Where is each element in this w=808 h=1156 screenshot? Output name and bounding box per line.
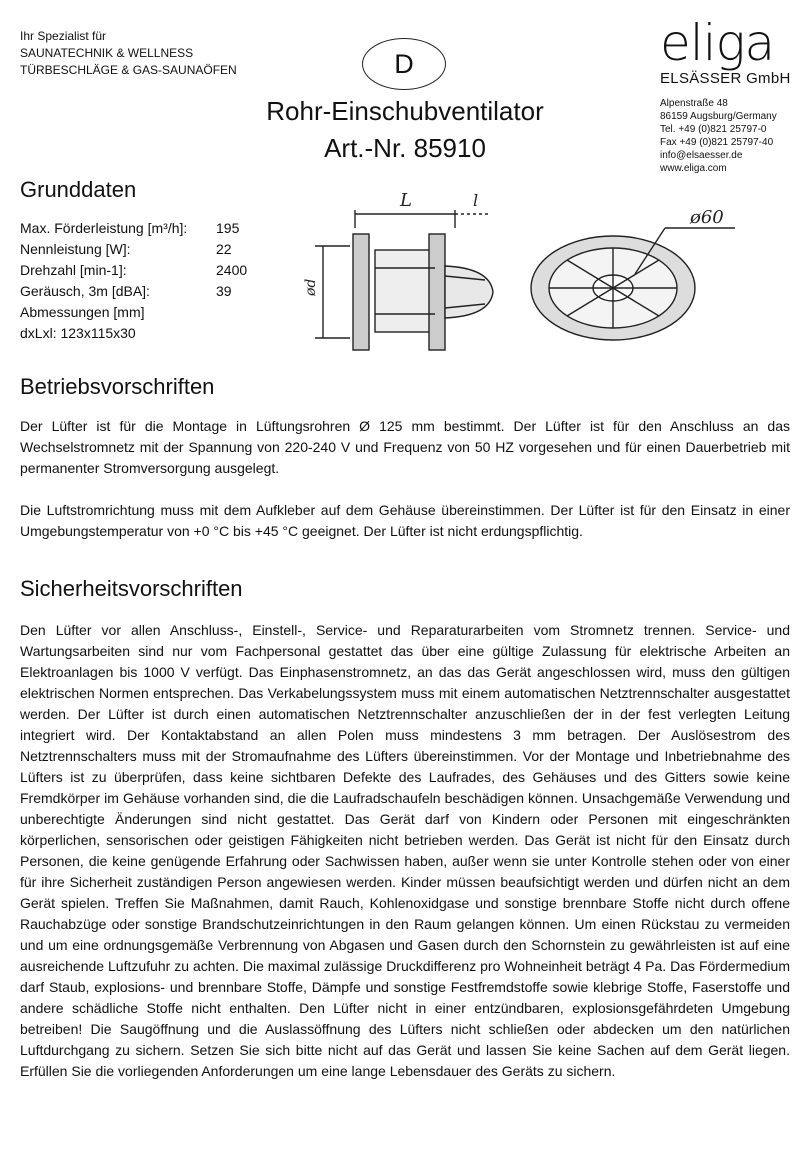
address-line: Fax +49 (0)821 25797-40 (660, 137, 774, 148)
spec-label: dxLxl: 123x115x30 (20, 325, 136, 341)
specialist-line: SAUNATECHNIK & WELLNESS (20, 46, 194, 60)
spec-row (20, 302, 247, 323)
specialist-line: TÜRBESCHLÄGE & GAS-SAUNAÖFEN (20, 63, 237, 77)
spec-label: Drehzahl [min-1]: (20, 262, 127, 278)
spec-value: 2400 (216, 262, 248, 278)
language-badge (362, 38, 446, 90)
fan-flange-left (353, 234, 369, 350)
document-title: Rohr-Einschubventilator (266, 96, 544, 126)
spec-row (20, 281, 247, 302)
betrieb-paragraph: Die Luftstromrichtung muss mit dem Aufkleber auf dem Gehäuse übereinstimmen. Der Lüfter ist für den Einsatz in einer Umgebungstemperatur von +0 °C bis +45 °C geeignet. Der Lüfter ist nicht erdungspflichtig. (20, 502, 790, 539)
fan-flange-right (429, 234, 445, 350)
spec-table (20, 218, 247, 344)
section-heading-betrieb: Betriebsvorschriften (20, 374, 215, 399)
company-logo (660, 14, 795, 175)
section-heading-sicherheit: Sicherheitsvorschriften (20, 576, 243, 601)
spec-label: Geräusch, 3m [dBA]: (20, 283, 150, 299)
label-L: L (400, 190, 412, 211)
spec-row (20, 323, 247, 344)
section-heading-grunddaten: Grunddaten (20, 177, 137, 202)
spec-value: 22 (216, 241, 232, 257)
article-number: Art.-Nr. 85910 (324, 133, 486, 163)
logo-wordmark: eliga (660, 14, 775, 72)
spec-label: Abmessungen [mm] (20, 304, 145, 320)
address-line: 86159 Augsburg/Germany (660, 111, 777, 122)
fan-motor-dome (445, 266, 493, 318)
address-line: www.eliga.com (660, 163, 727, 174)
label-d: ød (303, 278, 319, 296)
address-line: Tel. +49 (0)821 25797-0 (660, 124, 767, 135)
company-address (660, 97, 795, 175)
spec-row (20, 218, 247, 239)
spec-row (20, 260, 247, 281)
spec-label: Max. Förderleistung [m³/h]: (20, 220, 188, 236)
address-line: info@elsaesser.de (660, 150, 743, 161)
fan-housing (375, 250, 435, 332)
specialist-tagline (20, 28, 237, 79)
sicherheit-paragraph: Den Lüfter vor allen Anschluss-, Einstell-, Service- und Reparaturarbeiten vom Stromnetz trennen. Service- und Wartungsarbeiten sind nur vom Fachpersonal gestattet das über eine gültige Zulassung für elektrische Arbeiten an Elektroanlagen bis 1000 V verfügt. Das Einphasenstromnetz, an das das Gerät angeschlossen wird, muss den gültigen elektrischen Normen entsprechen. Das Verkabelungssystem muss mit einem automatischen Netztrennschalter ausgestattet werden. Der Lüfter ist durch einen automatischen Netztrennschalter anzuschließen der in der fest verlegten Leitung integriert wird. Der Kontaktabstand an allen Polen muss mindestens 3 mm betragen. Der Auslösestrom des Netztrennschalters muss mit der Stromaufnahme des Lüfters übereinstimmen. Vor der Montage und Inbetriebnahme des Lüfters ist zu überprüfen, dass keine sichtbaren Defekte des Laufrades, des Gehäuses und des Gitters sowie keine Fremdkörper im Gehäuse vorhanden sind, die die Laufradschaufeln beschädigen können. Unsachgemäße Verwendung und unberechtigte Änderungen sind nicht gestattet. Das Gerät darf von Kindern oder Personen mit eingeschränkten körperlichen, sensorischen oder geistigen Fähigkeiten nicht betrieben werden. Das Gerät ist nicht für den Einsatz durch Personen, die keine genügende Erfahrung oder Sachwissen haben, außer wenn sie unter Kontrolle stehen oder von einer für ihre Sicherheit zuständigen Person angewiesen werden. Kinder müssen beaufsichtigt werden und dürfen nicht an dem Gerät spielen. Treffen Sie Maßnahmen, damit Rauch, Kohlenoxidgase und sonstige brennbare Stoffe nicht durch offene Rauchabzüge oder sonstige Brandschutzeinrichtungen in den Raum gelangen können. Um einen Rückstau zu vermeiden und um eine ordnungsgemäße Verbrennung von Abgasen und Gasen durch den Schornstein zu gewährleisten ist auf eine ausreichende Luftzufuhr zu achten. Die maximal zulässige Druckdifferenz pro Wohneinheit beträgt 4 Pa. Das Fördermedium darf Staub, explosions- und brennbare Stoffe, Dämpfe und sonstige Festfremdstoffe sowie klebrige Stoffe, Faserstoffe und andere schädliche Stoffe nicht enthalten. Den Lüfter nicht in einer entzündbaren, explosionsgefährdeten Umgebung betreiben! Die Saugöffnung und die Auslassöffnung des Lüfters nicht schließen oder abdecken um den natürlichen Luftdurchgang zu sichern. Setzen Sie sich bitte nicht auf das Gerät und lassen Sie keine Sachen auf dem Gerät liegen. Erfüllen Sie die vorliegenden Anforderungen um eine lange Lebensdauer des Geräts zu sichern. (20, 622, 790, 1079)
specialist-line: Ihr Spezialist für (20, 29, 107, 43)
betrieb-paragraph: Der Lüfter ist für die Montage in Lüftungsrohren Ø 125 mm bestimmt. Der Lüfter ist für den Anschluss an das Wechselstromnetz mit der Spannung von 220-240 V und Frequenz von 50 HZ vorgesehen und für einen Dauerbetrieb mit permanenter Stromversorgung ausgelegt. (20, 418, 790, 476)
label-60: ø60 (690, 207, 724, 228)
spec-value: 195 (216, 220, 240, 236)
spec-label: Nennleistung [W]: (20, 241, 131, 257)
spec-value: 39 (216, 283, 232, 299)
label-l: l (473, 191, 479, 210)
spec-row (20, 239, 247, 260)
address-line: Alpenstraße 48 (660, 98, 728, 109)
fan-technical-drawing (295, 188, 755, 358)
language-code: D (394, 48, 414, 79)
logo-company-name: ELSÄSSER GmbH (660, 70, 791, 87)
